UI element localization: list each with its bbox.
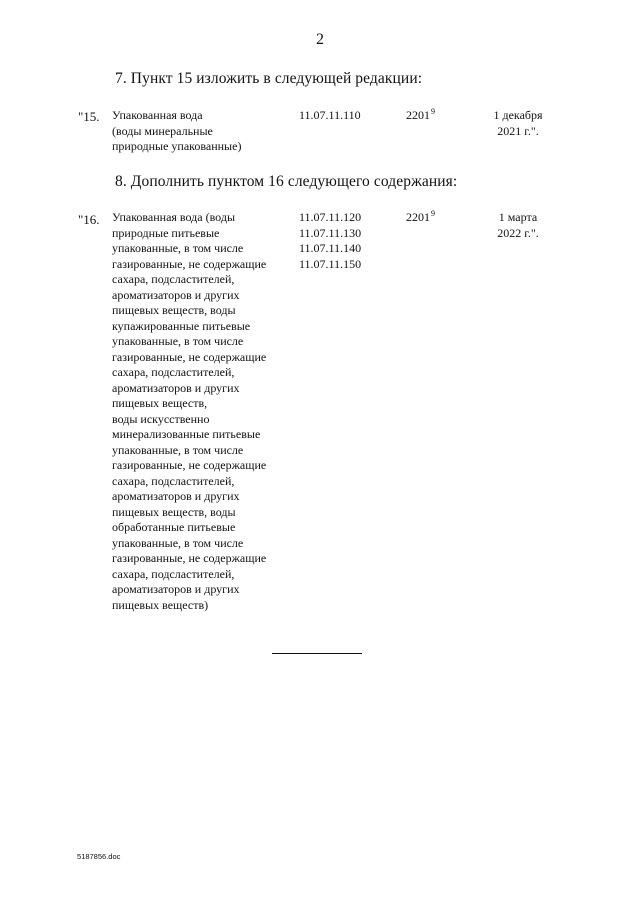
section-heading-8: 8. Дополнить пунктом 16 следующего содержания: (115, 173, 458, 190)
text-line: купажированные питьевые (112, 318, 251, 333)
text-line: пищевых веществ) (112, 597, 209, 612)
document-id: 5187856.doc (77, 852, 121, 861)
entry-number-16: "16. (78, 212, 100, 227)
text-line: газированные, не содержащие (112, 349, 267, 364)
text-line: 1 декабря (493, 108, 543, 122)
text-line: ароматизаторов и других (112, 582, 240, 596)
text-line: пищевых веществ, воды (112, 303, 236, 317)
tnved-code: 2201 (406, 108, 430, 122)
text-line: упакованные, в том числе (112, 241, 244, 255)
text-line: упакованные, в том числе (112, 442, 244, 457)
text-line: обработанные питьевые (112, 520, 236, 534)
text-line: 11.07.11.120 (299, 210, 362, 224)
text-line: минерализованные питьевые (112, 427, 261, 441)
text-line: газированные, не содержащие (112, 551, 267, 565)
text-line: 1 марта (498, 210, 538, 224)
text-line: ароматизаторов и других (112, 287, 240, 302)
text-line: ароматизаторов и других (112, 380, 240, 395)
entry-tnved-16 (406, 210, 435, 226)
text-line: сахара, подсластителей, (112, 473, 235, 488)
entry-date-16 (478, 210, 558, 241)
text-line: 11.07.11.150 (299, 256, 362, 271)
text-line: природные упакованные) (112, 139, 242, 153)
entry-name-15 (112, 108, 241, 155)
entry-number-15: "15. (78, 109, 100, 124)
entry-tnved-15 (406, 108, 435, 124)
text-line: Упакованная вода (112, 108, 203, 122)
text-line: (воды минеральные (112, 123, 213, 138)
entry-name-16 (112, 210, 266, 613)
text-line: упакованные, в том числе (112, 535, 244, 550)
section-heading-7: 7. Пункт 15 изложить в следующей редакции: (115, 70, 423, 87)
page-number: 2 (316, 31, 324, 48)
text-line: ароматизаторов и других (112, 489, 240, 503)
tnved-code: 2201 (406, 210, 430, 224)
text-line: Упакованная вода (воды (112, 210, 236, 224)
text-line: 11.07.11.110 (299, 108, 361, 122)
text-line: воды искусственно (112, 411, 210, 426)
text-line: пищевых веществ, (112, 396, 208, 410)
entry-codes-15 (299, 108, 361, 124)
text-line: газированные, не содержащие (112, 458, 267, 472)
text-line: упакованные, в том числе (112, 334, 244, 348)
tnved-footnote-mark: 9 (431, 107, 435, 116)
text-line: сахара, подсластителей, (112, 272, 235, 286)
text-line: сахара, подсластителей, (112, 365, 235, 379)
tnved-footnote-mark: 9 (431, 209, 435, 218)
text-line: природные питьевые (112, 225, 220, 240)
text-line: 2021 г.". (497, 123, 539, 138)
entry-date-15 (478, 108, 558, 139)
text-line: газированные, не содержащие (112, 256, 267, 271)
text-line: 11.07.11.140 (299, 241, 362, 255)
text-line: сахара, подсластителей, (112, 566, 235, 581)
text-line: пищевых веществ, воды (112, 504, 236, 519)
text-line: 2022 г.". (497, 225, 539, 240)
text-line: 11.07.11.130 (299, 225, 362, 240)
closing-rule (272, 653, 362, 654)
entry-codes-16 (299, 210, 361, 272)
